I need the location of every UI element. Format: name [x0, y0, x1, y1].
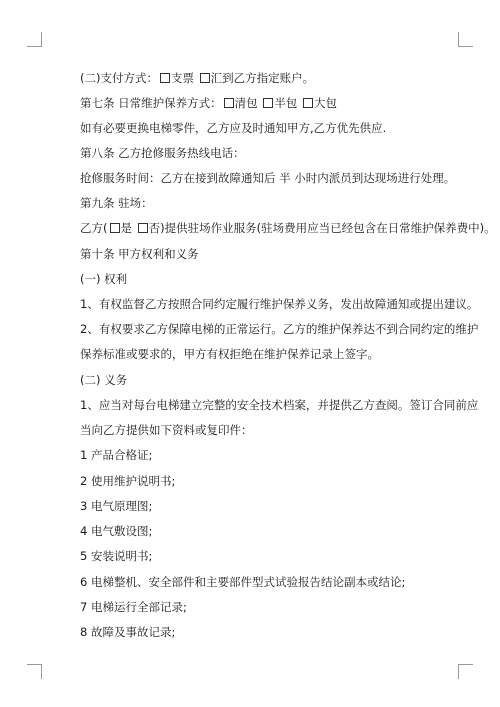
list-item: 2 使用维护说明书; [80, 474, 176, 488]
checkbox-full[interactable] [303, 98, 313, 108]
article-7-line [80, 95, 337, 111]
option-check: 支票 [170, 71, 194, 85]
list-item: 4 电气敷设图; [80, 524, 153, 538]
option-no: 否)提供驻场作业服务(驻场费用应当已经包含在日常维护保养费中)。 [148, 221, 496, 235]
option-clean: 清包 [234, 96, 258, 110]
crop-mark-top-left [27, 32, 42, 47]
option-transfer: 汇到乙方指定账户。 [210, 71, 315, 85]
checkbox-yes[interactable] [110, 223, 120, 233]
crop-mark-bottom-right [458, 664, 473, 679]
right-2-continuation: 保养标准或要求的，甲方有权拒绝在维护保养记录上签字。 [80, 347, 379, 361]
list-item: 3 电气原理图; [80, 499, 153, 513]
duty-1-line: 1、应当对每台电梯建立完整的安全技术档案，并提供乙方查阅。签订合同前应 [80, 398, 479, 412]
list-item: 7 电梯运行全部记录; [80, 600, 187, 614]
checkbox-check[interactable] [160, 73, 170, 83]
list-item: 1 产品合格证; [80, 448, 153, 462]
list-item: 8 故障及事故记录; [80, 625, 176, 639]
option-half: 半包 [274, 96, 298, 110]
onsite-service-line [80, 220, 496, 236]
option-full: 大包 [313, 96, 337, 110]
parts-replacement-line: 如有必要更换电梯零件，乙方应及时通知甲方,乙方优先供应. [80, 121, 387, 135]
option-yes: 是 [120, 221, 132, 235]
payment-method-label: (二)支付方式： [80, 71, 158, 85]
duties-heading: (二) 义务 [80, 373, 128, 387]
crop-mark-top-right [458, 32, 473, 47]
article-8-line: 第八条 乙方抢修服务热线电话： [80, 146, 245, 160]
article-9-line: 第九条 驻场： [80, 196, 153, 210]
rights-heading: (一) 权利 [80, 272, 128, 286]
checkbox-half[interactable] [263, 98, 273, 108]
onsite-prefix: 乙方( [80, 221, 108, 235]
article-10-line: 第十条 甲方权利和义务 [80, 247, 199, 261]
list-item: 6 电梯整机、安全部件和主要部件型式试验报告结论副本或结论; [80, 575, 406, 589]
checkbox-transfer[interactable] [200, 73, 210, 83]
list-item: 5 安装说明书; [80, 549, 153, 563]
checkbox-clean[interactable] [224, 98, 234, 108]
article-7-label: 第七条 日常维护保养方式： [80, 96, 222, 110]
duty-1-continuation: 当向乙方提供如下资料或复印件： [80, 423, 253, 437]
checkbox-no[interactable] [138, 223, 148, 233]
service-time-line: 抢修服务时间：乙方在接到故障通知后 半 小时内派员到达现场进行处理。 [80, 171, 456, 185]
crop-mark-bottom-left [27, 664, 42, 679]
right-2-line: 2、有权要求乙方保障电梯的正常运行。乙方的维护保养达不到合同约定的维护 [80, 322, 479, 336]
right-1-line: 1、有权监督乙方按照合同约定履行维护保养义务，发出故障通知或提出建议。 [80, 297, 479, 311]
payment-method-line [80, 70, 314, 86]
